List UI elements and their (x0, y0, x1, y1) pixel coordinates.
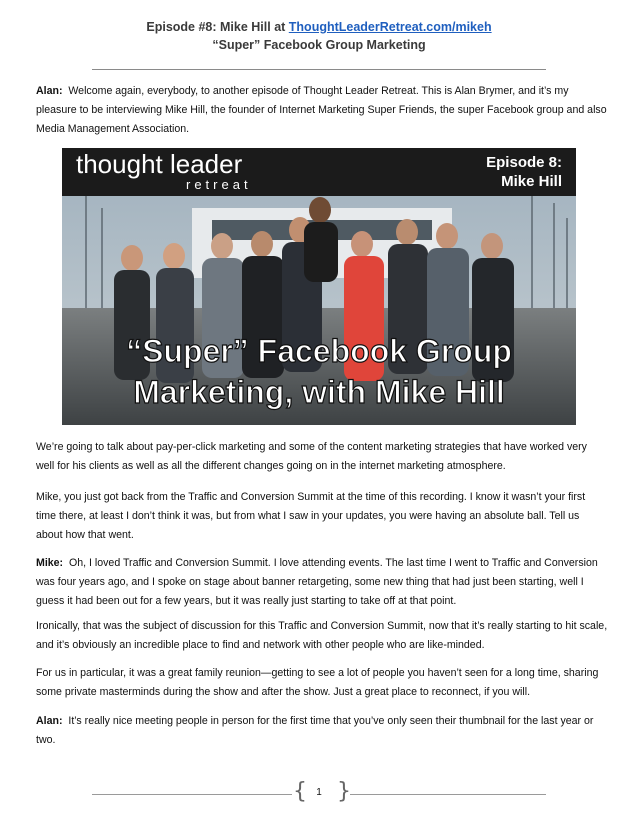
brand-wordmark: thought leader (76, 149, 243, 179)
brand-subword: retreat (186, 177, 252, 192)
cover-caption-line-1: “Super” Facebook Group (126, 333, 512, 369)
page-number: 1 (316, 787, 322, 798)
paragraph-text: Ironically, that was the subject of discussion for this Traffic and Conversion Summit, now that it’s really starting to hit scale, and it’s obviously an incredible place to find and network with other people who are like-minded. (36, 620, 608, 651)
speaker-label: Alan: (36, 85, 63, 97)
paragraph-text: Oh, I loved Traffic and Conversion Summit. I love attending events. The last time I went to Traffic and Conversion was four years ago, and I spoke on stage about banner retargeting, some new thing that had just been starting, well I guess it had been out for a few years, but it was really just starting to take off at that point. (36, 557, 598, 607)
paragraph-text: For us in particular, it was a great family reunion—getting to see a lot of people you haven’t seen for a long time, sharing some private masterminds during the show and after the show. Just a great place to reconnect, if you will. (36, 667, 599, 698)
episode-cover-image (62, 148, 576, 425)
paragraph-summit-question (36, 488, 608, 545)
paragraph-alan-intro (36, 82, 608, 139)
episode-title: “Super” Facebook Group Marketing (212, 38, 426, 52)
episode-prefix: Episode #8: Mike Hill at (146, 20, 289, 34)
guest-name-label: Mike Hill (501, 173, 562, 190)
speaker-label: Alan: (36, 715, 63, 727)
footer-bracket-left: { (293, 779, 307, 804)
cover-photo-art (62, 148, 576, 425)
paragraph-mike-answer (36, 554, 608, 611)
footer-rule-right (350, 794, 546, 795)
paragraph-ironically (36, 617, 608, 655)
speaker-label: Mike: (36, 557, 64, 569)
footer-bracket-right: } (337, 779, 351, 804)
paragraph-topics (36, 438, 608, 476)
paragraph-text: Mike, you just got back from the Traffic and Conversion Summit at the time of this recording. I know it wasn’t your first time there, at least I don’t think it was, but from what I saw in your updates, you were having an absolute ball. Tell us about how that went. (36, 491, 586, 541)
header-divider (92, 69, 546, 70)
footer-rule-left (92, 794, 292, 795)
paragraph-text: We’re going to talk about pay-per-click marketing and some of the content marketing strategies that have worked very well for his clients as well as all the different changes going on in the internet marketing atmosphere. (36, 441, 587, 472)
page-header (0, 18, 638, 54)
cover-caption-line-2: Marketing, with Mike Hill (133, 374, 505, 410)
episode-number-label: Episode 8: (486, 154, 562, 171)
header-line-1 (0, 18, 638, 36)
episode-link[interactable]: ThoughtLeaderRetreat.com/mikeh (288, 20, 492, 34)
paragraph-alan-reply (36, 712, 608, 750)
paragraph-family-reunion (36, 664, 608, 702)
paragraph-text: Welcome again, everybody, to another episode of Thought Leader Retreat. This is Alan Brymer, and it’s my pleasure to be interviewing Mike Hill, the founder of Internet Marketing Super Friends, the super Facebook group and also Media Management Association. (36, 85, 607, 135)
paragraph-text: It’s really nice meeting people in person for the first time that you’ve only seen their thumbnail for the last year or two. (36, 715, 594, 746)
